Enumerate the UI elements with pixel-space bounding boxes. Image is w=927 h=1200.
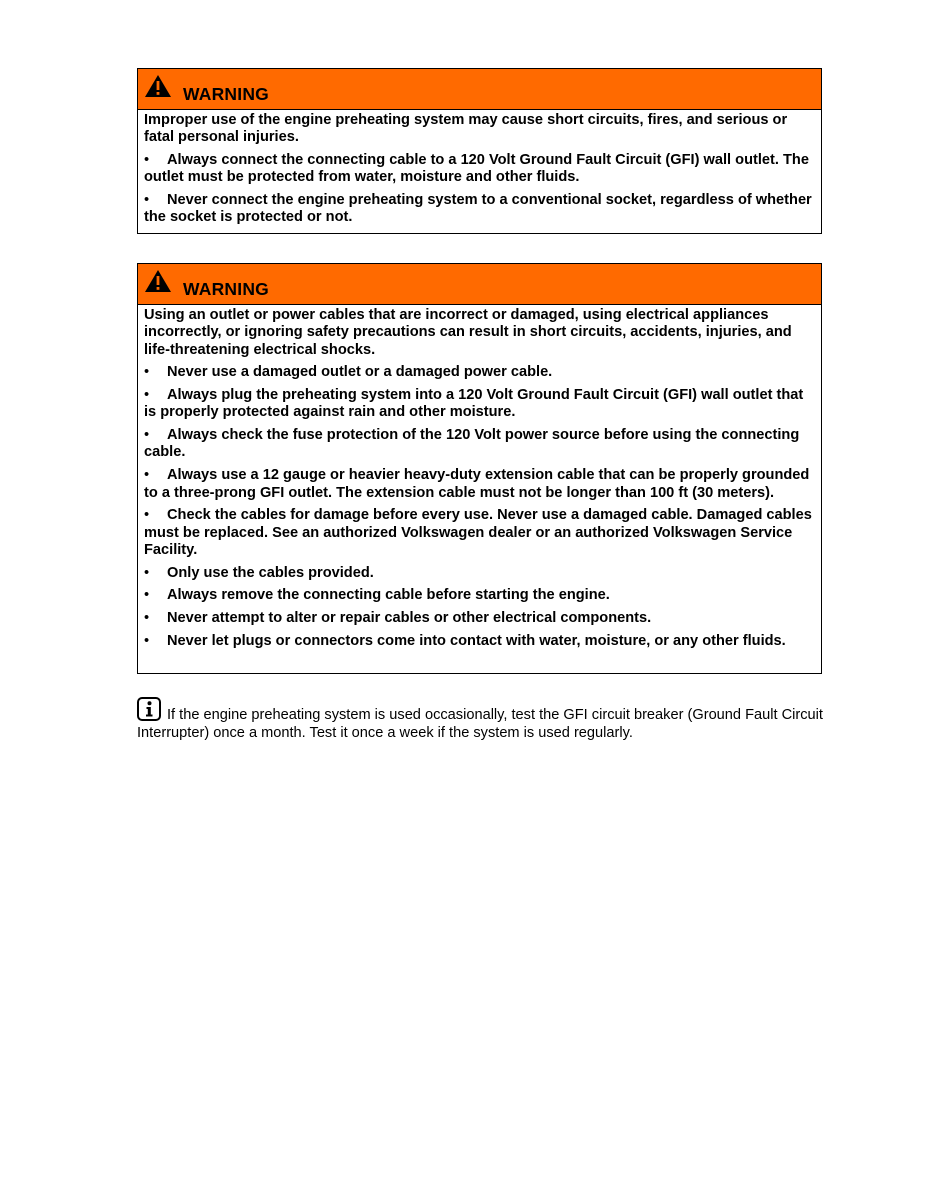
warning-list-item: • Always plug the preheating system into a 120 Volt Ground Fault Circuit (GFI) wall outlet that is properly protected against rain and other moisture.	[144, 386, 804, 421]
warning-list-item: • Never connect the engine preheating system to a conventional socket, regardless of whether the socket is protected or not.	[144, 191, 812, 226]
warning-list-item: • Always check the fuse protection of the 120 Volt power source before using the connecting cable.	[144, 427, 800, 461]
bullet-icon: •	[144, 467, 150, 484]
warning-list-item: • Always use a 12 gauge or heavier heavy-duty extension cable that can be properly grounded to a three-prong GFI outlet. The extension cable must not be longer than 100 ft (30 meters).	[144, 467, 810, 501]
bullet-icon: •	[144, 632, 150, 649]
warning-title: WARNING	[183, 83, 269, 104]
warning-triangle-icon	[144, 74, 172, 98]
warning-list-item: • Always remove the connecting cable before starting the engine.	[144, 587, 610, 604]
warning-list-item: • Only use the cables provided.	[144, 564, 374, 581]
warning-box-electrical-shock	[137, 263, 822, 674]
info-note-text: If the engine preheating system is used occasionally, test the GFI circuit breaker (Ground Fault Circuit Interrupter) once a month. Test it once a week if the system is used regularly.	[137, 707, 823, 741]
warning-header	[138, 264, 821, 305]
bullet-icon: •	[144, 587, 150, 604]
warning-list-item: • Never attempt to alter or repair cables or other electrical components.	[144, 610, 652, 627]
bullet-icon: •	[144, 191, 150, 208]
warning-box-fire-hazard	[137, 68, 822, 234]
bullet-icon: •	[144, 151, 150, 168]
bullet-icon: •	[144, 427, 150, 444]
warning-body	[138, 305, 821, 650]
warning-intro: Improper use of the engine preheating system may cause short circuits, fires, and serious or fatal personal injuries.	[144, 112, 788, 146]
bullet-icon: •	[144, 386, 150, 403]
info-icon	[137, 697, 161, 721]
bullet-icon: •	[144, 507, 150, 524]
warning-list-item: • Always connect the connecting cable to a 120 Volt Ground Fault Circuit (GFI) wall outlet. The outlet must be protected from water, moisture and other fluids.	[144, 151, 809, 186]
warning-body	[138, 110, 821, 227]
bullet-icon: •	[144, 610, 150, 627]
warning-intro: Using an outlet or power cables that are incorrect or damaged, using electrical appliances incorrectly, or ignoring safety precautions can result in short circuits, accidents, injuries, and life-threatening electrical shocks.	[144, 307, 792, 358]
warning-list-item: • Never let plugs or connectors come into contact with water, moisture, or any other fluids.	[144, 632, 786, 649]
warning-header	[138, 69, 821, 110]
bullet-icon: •	[144, 364, 150, 381]
bullet-icon: •	[144, 564, 150, 581]
info-note	[137, 697, 827, 742]
warning-list-item: • Check the cables for damage before every use. Never use a damaged cable. Damaged cables must be replaced. See an authorized Volkswagen dealer or an authorized Volkswagen Service Facility.	[144, 507, 812, 559]
warning-triangle-icon	[144, 269, 172, 293]
warning-list-item: • Never use a damaged outlet or a damaged power cable.	[144, 364, 553, 381]
warning-title: WARNING	[183, 278, 269, 299]
